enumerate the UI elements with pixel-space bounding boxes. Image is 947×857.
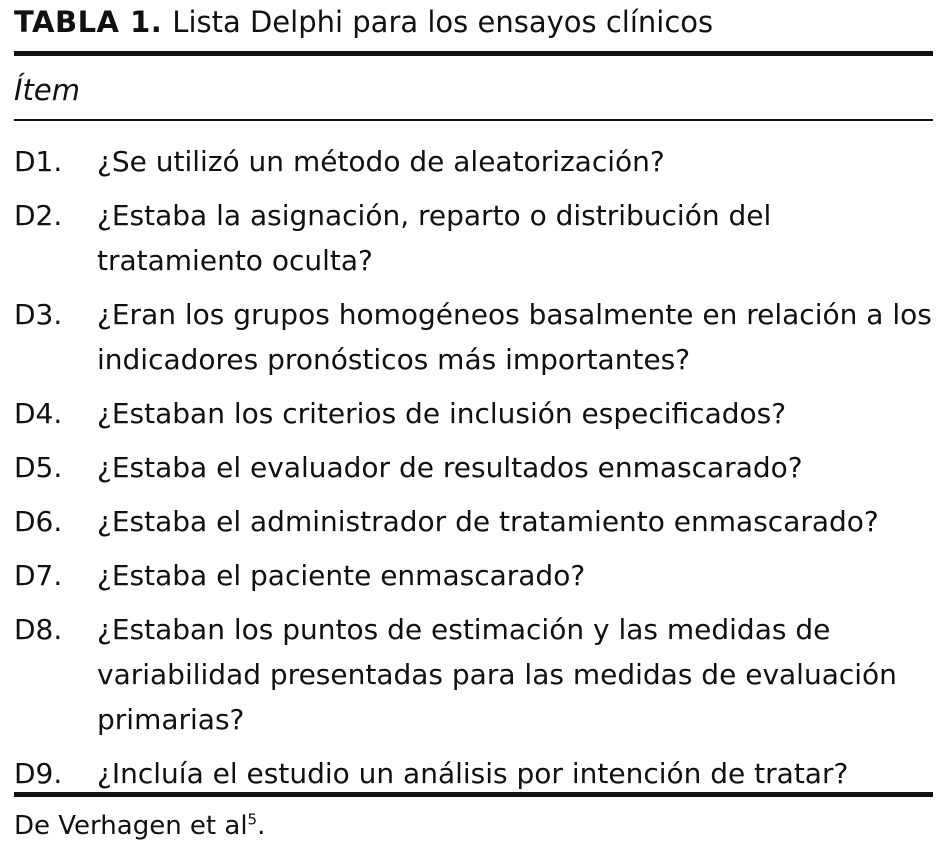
row-id: D8.: [14, 613, 63, 646]
footnote-text: De Verhagen et al: [14, 811, 248, 841]
table-label: TABLA 1.: [14, 5, 163, 39]
table-footnote: [14, 808, 265, 844]
table-row: [14, 607, 933, 742]
footnote-end: .: [257, 811, 266, 841]
table-row: [14, 445, 933, 490]
row-text: ¿Estaba el paciente enmascarado?: [97, 559, 586, 592]
table-row: [14, 292, 933, 382]
table-body: [14, 139, 933, 805]
row-id: D9.: [14, 757, 63, 790]
row-text: ¿Se utilizó un método de aleatorización?: [97, 145, 665, 178]
row-text: ¿Estaba el administrador de tratamiento enmascarado?: [97, 505, 879, 538]
row-text: ¿Estaba el evaluador de resultados enmascarado?: [97, 451, 803, 484]
table-row: [14, 499, 933, 544]
row-text: ¿Incluía el estudio un análisis por intención de tratar?: [97, 757, 849, 790]
row-text: ¿Estaba la asignación, reparto o distribución del tratamiento oculta?: [97, 199, 772, 277]
row-id: D7.: [14, 559, 63, 592]
row-text: ¿Estaban los puntos de estimación y las medidas de variabilidad presentadas para las medidas de evaluación primarias?: [97, 613, 897, 736]
row-text: ¿Eran los grupos homogéneos basalmente en relación a los indicadores pronósticos más importantes?: [97, 298, 932, 376]
table-row: [14, 553, 933, 598]
table-title: Lista Delphi para los ensayos clínicos: [172, 5, 714, 39]
table-row: [14, 751, 933, 796]
row-id: D3.: [14, 298, 63, 331]
header-rule: [14, 119, 933, 121]
row-id: D6.: [14, 505, 63, 538]
row-id: D5.: [14, 451, 63, 484]
row-id: D4.: [14, 397, 63, 430]
row-id: D1.: [14, 145, 63, 178]
row-text: ¿Estaban los criterios de inclusión especificados?: [97, 397, 787, 430]
column-header-item: Ítem: [14, 73, 81, 107]
row-id: D2.: [14, 199, 63, 232]
table-row: [14, 391, 933, 436]
table-row: [14, 139, 933, 184]
footnote-reference: 5: [247, 810, 258, 829]
table-row: [14, 193, 933, 283]
bottom-rule: [14, 792, 933, 797]
table-caption: [14, 4, 713, 40]
top-rule: [14, 51, 933, 56]
